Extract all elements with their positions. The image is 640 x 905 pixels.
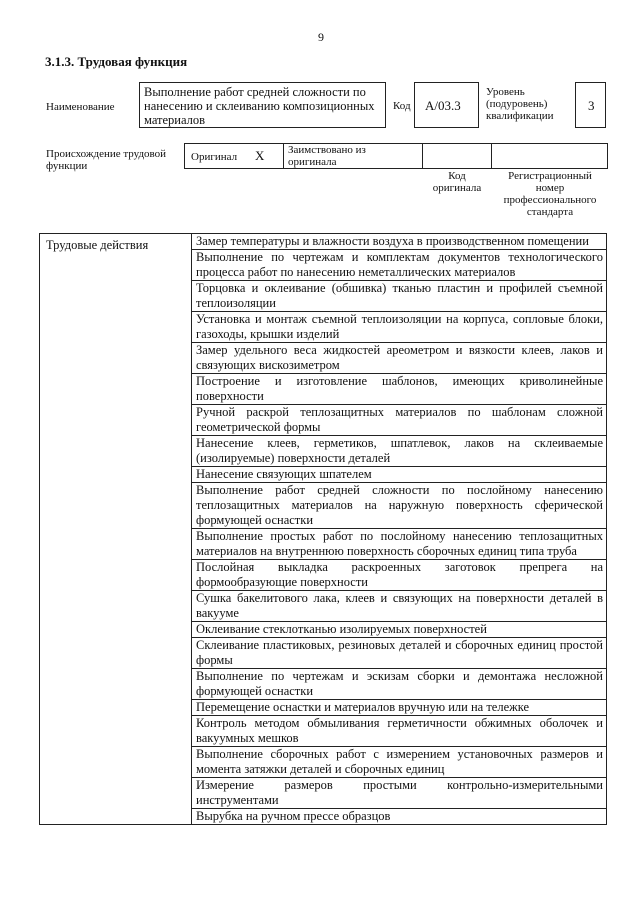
origin-table: [184, 143, 608, 169]
labor-actions-table: [39, 233, 607, 825]
labor-action-item: Выполнение работ средней сложности по послойному нанесению теплозащитных материалов на наружную поверхность сферической формующей оснастки: [192, 483, 606, 529]
level-label: Уровень (подуровень) квалификации: [486, 86, 554, 122]
labor-action-item: Сушка бакелитового лака, клеев и связующих на поверхности деталей в вакууме: [192, 591, 606, 622]
section-title: 3.1.3. Трудовая функция: [45, 54, 188, 69]
labor-action-item: Замер температуры и влажности воздуха в производственном помещении: [192, 234, 606, 250]
labor-action-item: Измерение размеров простыми контрольно-измерительными инструментами: [192, 778, 606, 809]
function-name-box: [139, 82, 386, 128]
borrowed-label: Заимствовано из оригинала: [288, 144, 366, 168]
name-label: Наименование: [46, 101, 115, 113]
code-label: Код: [393, 100, 411, 112]
function-name-value: Выполнение работ средней сложности по нанесению и склеиванию композиционных материалов: [144, 85, 375, 127]
level-value: 3: [588, 98, 595, 113]
labor-action-item: Ручной раскрой теплозащитных материалов по шаблонам сложной геометрической формы: [192, 405, 606, 436]
labor-action-item: Построение и изготовление шаблонов, имеющих криволинейные поверхности: [192, 374, 606, 405]
labor-action-item: Контроль методом обмыливания герметичности обжимных оболочек и вакуумных мешков: [192, 716, 606, 747]
code-box: [414, 82, 479, 128]
labor-action-item: Склеивание пластиковых, резиновых деталей и сборочных единиц простой формы: [192, 638, 606, 669]
original-mark: X: [255, 148, 265, 163]
level-box: [575, 82, 606, 128]
labor-actions-label: Трудовые действия: [40, 234, 192, 825]
origin-label: Происхождение трудовой функции: [46, 148, 167, 172]
labor-action-item: Замер удельного веса жидкостей ареометром и вязкости клеев, лаков и связующих вискозиметром: [192, 343, 606, 374]
labor-action-item: Перемещение оснастки и материалов вручную или на тележке: [192, 700, 606, 716]
labor-action-item: Выполнение простых работ по послойному нанесению теплозащитных материалов на внутреннюю поверхность сборочных единиц типа труба: [192, 529, 606, 560]
page-number: 9: [318, 30, 324, 44]
registration-caption: Регистрационный номер профессионального стандарта: [503, 170, 597, 218]
labor-action-item: Установка и монтаж съемной теплоизоляции на корпуса, сопловые блоки, газоходы, крышки изделий: [192, 312, 606, 343]
labor-action-item: Оклеивание стеклотканью изолируемых поверхностей: [192, 622, 606, 638]
labor-action-item: Торцовка и оклеивание (обшивка) тканью пластин и профилей съемной теплоизоляции: [192, 281, 606, 312]
code-value: А/03.3: [425, 98, 461, 113]
labor-action-item: Вырубка на ручном прессе образцов: [196, 809, 391, 823]
labor-action-item: Нанесение клеев, герметиков, шпатлевок, лаков на склеиваемые (изолируемые) поверхности деталей: [192, 436, 606, 467]
original-label: Оригинал: [191, 151, 238, 163]
labor-action-item: Выполнение сборочных работ с измерением установочных размеров и момента затяжки деталей и сборочных единиц: [192, 747, 606, 778]
code-original-caption: Код оригинала: [432, 170, 482, 194]
labor-action-item: Послойная выкладка раскроенных заготовок препрега на формообразующие поверхности: [192, 560, 606, 591]
labor-action-item: Выполнение по чертежам и комплектам документов технологического процесса работ по нанесению неметаллических материалов: [192, 250, 606, 281]
labor-action-item: Выполнение по чертежам и эскизам сборки и демонтажа несложной формующей оснастки: [192, 669, 606, 700]
labor-actions-list: [192, 234, 607, 825]
labor-action-item: Нанесение связующих шпателем: [192, 467, 606, 483]
